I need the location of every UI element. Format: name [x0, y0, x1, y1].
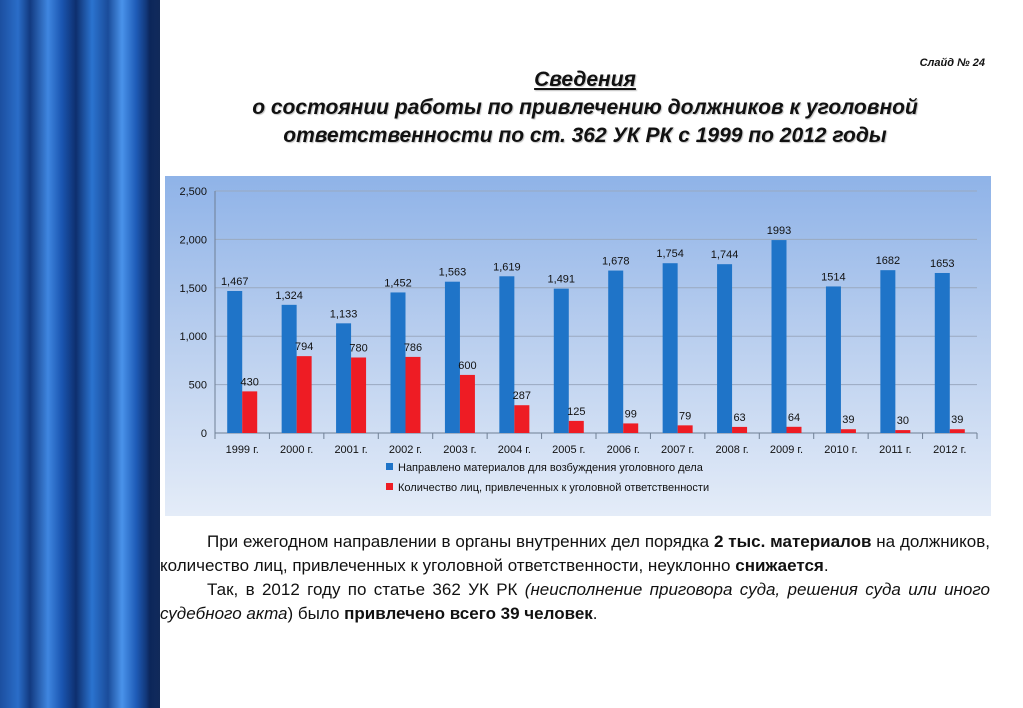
p1-text-e: .	[823, 556, 829, 575]
data-label-materials: 1,324	[275, 289, 303, 302]
bar-materials	[826, 286, 841, 433]
x-tick-label: 2002 г.	[388, 444, 423, 456]
bar-persons	[841, 429, 856, 433]
data-label-materials: 1653	[930, 257, 955, 270]
slide-number: Слайд № 24	[919, 57, 985, 69]
legend-label-persons: Количество лиц, привлеченных к уголовной ответственности	[398, 482, 710, 494]
y-tick-label: 500	[188, 379, 207, 392]
data-label-materials: 1,619	[493, 261, 521, 274]
bar-persons	[678, 425, 693, 433]
p1-text-b: 2 тыс. материалов	[713, 532, 872, 551]
y-tick-label: 0	[200, 428, 207, 440]
bar-persons	[569, 421, 584, 433]
y-tick-label: 1,000	[179, 331, 207, 344]
x-tick-label: 2012 г.	[933, 444, 967, 456]
bar-persons	[732, 427, 747, 433]
bar-persons	[242, 391, 257, 433]
bar-materials	[608, 271, 623, 433]
bar-persons	[623, 423, 638, 433]
data-label-persons: 786	[403, 341, 423, 354]
paragraph-2	[160, 578, 990, 626]
p1-text-d: снижается	[735, 556, 824, 575]
data-label-persons: 600	[458, 359, 477, 372]
p2-text-a: Так, в 2012 году по статье 362 УК РК	[207, 580, 525, 599]
data-label-materials: 1,744	[710, 249, 739, 262]
chart-panel	[165, 176, 991, 516]
title-line-1: Сведения	[534, 68, 636, 91]
data-label-materials: 1,563	[438, 266, 467, 279]
legend-label-materials: Направлено материалов для возбуждения уголовного дела	[398, 462, 703, 474]
bar-persons	[895, 430, 910, 433]
p2-text-e: .	[592, 604, 598, 623]
y-tick-label: 2,500	[179, 186, 207, 198]
bar-materials	[336, 323, 351, 433]
bar-persons	[950, 429, 965, 433]
data-label-materials: 1,467	[220, 275, 249, 288]
p2-text-c: ) было	[287, 604, 345, 623]
legend-swatch-materials	[386, 463, 393, 470]
bar-persons	[351, 357, 366, 433]
bar-materials	[391, 292, 406, 433]
title-line-2: о состоянии работы по привлечению должников к уголовной	[252, 96, 918, 119]
data-label-persons: 794	[294, 341, 314, 354]
data-label-materials: 1682	[875, 255, 901, 268]
bar-materials	[445, 282, 460, 433]
data-label-persons: 125	[567, 405, 586, 418]
x-tick-label: 2005 г.	[552, 444, 586, 456]
y-tick-label: 1,500	[179, 282, 207, 295]
bar-chart	[165, 176, 991, 516]
title-line-3: ответственности по ст. 362 УК РК с 1999 по 2012 годы	[283, 124, 887, 147]
bar-materials	[935, 273, 950, 433]
data-label-persons: 287	[512, 390, 532, 403]
data-label-persons: 430	[240, 376, 259, 389]
data-label-persons: 780	[349, 342, 368, 355]
bar-materials	[282, 305, 297, 433]
bar-persons	[787, 427, 802, 433]
x-tick-label: 1999 г.	[225, 444, 259, 456]
data-label-materials: 1,754	[656, 248, 684, 261]
x-tick-label: 2004 г.	[497, 444, 531, 456]
y-tick-label: 2,000	[179, 234, 207, 247]
body-text	[160, 530, 990, 626]
data-label-persons: 30	[896, 415, 909, 428]
data-label-materials: 1514	[821, 271, 846, 284]
x-tick-label: 2011 г.	[879, 444, 912, 456]
data-label-persons: 39	[842, 414, 855, 427]
bar-materials	[880, 270, 895, 433]
x-tick-label: 2001 г.	[334, 444, 368, 456]
bar-materials	[772, 240, 787, 433]
data-label-persons: 39	[951, 414, 964, 427]
p2-text-b: (неисполнение приговора суда, решения суда или иного судебного акта	[160, 580, 990, 623]
x-tick-label: 2000 г.	[280, 444, 314, 456]
slide-title	[175, 66, 995, 150]
x-tick-label: 2006 г.	[606, 444, 640, 456]
bar-materials	[499, 276, 514, 433]
p1-text-c: на должников, количество лиц, привлеченных к уголовной ответственности, неуклонно	[160, 532, 990, 575]
x-tick-label: 2008 г.	[715, 444, 749, 456]
bar-materials	[663, 263, 678, 433]
bar-materials	[717, 264, 732, 433]
data-label-persons: 79	[679, 410, 692, 423]
data-label-materials: 1,133	[329, 308, 358, 321]
data-label-materials: 1,452	[384, 277, 412, 290]
bar-materials	[227, 291, 242, 433]
p1-text-a: При ежегодном направлении в органы внутренних дел порядка	[207, 532, 714, 551]
p2-text-d: привлечено всего 39 человек	[344, 604, 593, 623]
data-label-persons: 63	[733, 411, 746, 424]
decorative-side-band	[0, 0, 160, 708]
data-label-materials: 1993	[766, 225, 792, 238]
data-label-materials: 1,491	[547, 273, 576, 286]
x-tick-label: 2010 г.	[824, 444, 858, 456]
x-tick-label: 2003 г.	[443, 444, 477, 456]
bar-persons	[460, 375, 475, 433]
paragraph-1	[160, 530, 990, 578]
x-tick-label: 2007 г.	[661, 444, 695, 456]
data-label-materials: 1,678	[601, 255, 630, 268]
x-tick-label: 2009 г.	[769, 444, 804, 456]
legend-swatch-persons	[386, 483, 393, 490]
bar-persons	[514, 405, 529, 433]
data-label-persons: 64	[787, 411, 801, 424]
bar-persons	[406, 357, 421, 433]
data-label-persons: 99	[624, 408, 637, 421]
bar-persons	[297, 356, 312, 433]
